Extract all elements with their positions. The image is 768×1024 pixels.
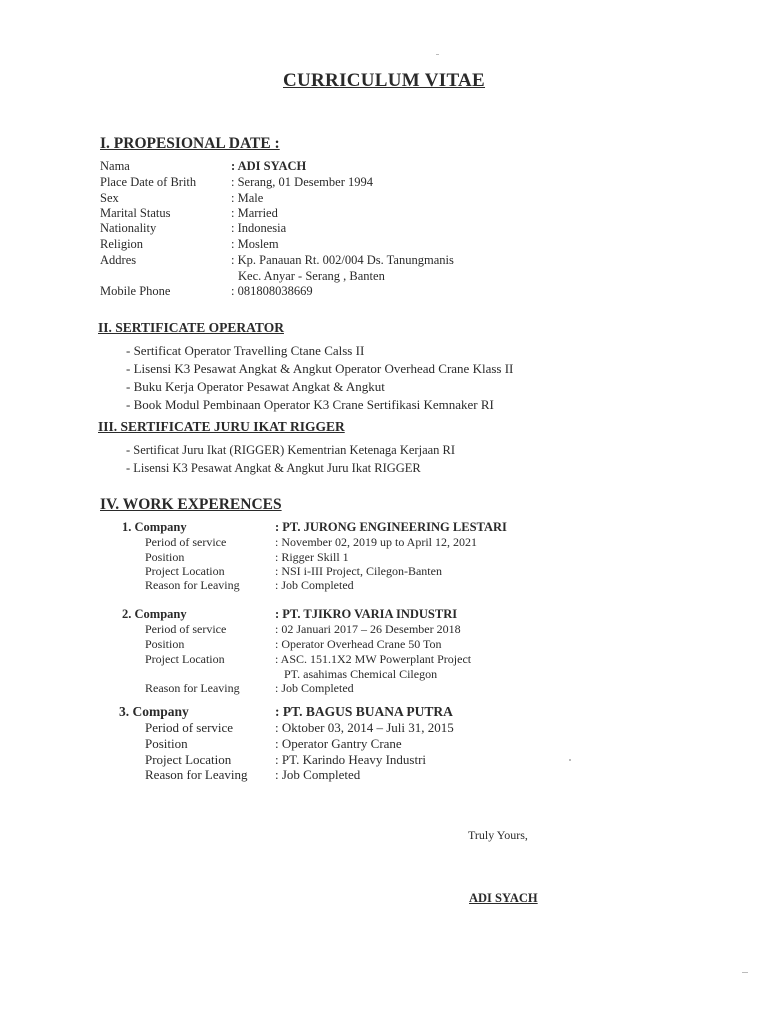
pd-label: Place Date of Brith	[100, 175, 197, 189]
pd-value: : Married	[231, 206, 278, 220]
work-value: : Operator Overhead Crane 50 Ton	[275, 637, 442, 651]
work-value: : November 02, 2019 up to April 12, 2021	[275, 535, 477, 549]
work-value: : Oktober 03, 2014 – Juli 31, 2015	[275, 720, 454, 735]
pd-label: Nationality	[100, 221, 157, 235]
work-value: : Job Completed	[275, 578, 354, 592]
work-label: Position	[145, 637, 185, 651]
pd-label: Marital Status	[100, 206, 171, 220]
work-value: : Rigger Skill 1	[275, 550, 349, 564]
work-value: : 02 Januari 2017 – 26 Desember 2018	[275, 622, 461, 636]
pd-label: Religion	[100, 237, 144, 251]
scan-speck	[569, 759, 571, 761]
work-value: : PT. Karindo Heavy Industri	[275, 752, 427, 767]
company-label: 2. Company	[122, 607, 187, 621]
work-value: : ASC. 151.1X2 MW Powerplant Project	[275, 652, 472, 666]
company-name: : PT. BAGUS BUANA PUTRA	[275, 704, 453, 719]
pd-label: Nama	[100, 159, 130, 173]
work-label: Project Location	[145, 652, 225, 666]
pd-value: : Indonesia	[231, 221, 287, 235]
section-operator-heading: II. SERTIFICATE OPERATOR	[98, 320, 284, 335]
pd-label: Sex	[100, 191, 119, 205]
closing-text: Truly Yours,	[468, 828, 528, 842]
work-label: Position	[145, 736, 188, 751]
company-name: : PT. TJIKRO VARIA INDUSTRI	[275, 607, 458, 621]
work-label: Reason for Leaving	[145, 578, 240, 592]
list-item: - Sertificat Operator Travelling Ctane Calss II	[126, 343, 365, 358]
section-work-heading: IV. WORK EXPERENCES	[100, 496, 282, 513]
section-rigger-heading: III. SERTIFICATE JURU IKAT RIGGER	[98, 419, 345, 434]
list-item: - Lisensi K3 Pesawat Angkat & Angkut Operator Overhead Crane Klass II	[126, 361, 514, 376]
list-item: - Lisensi K3 Pesawat Angkat & Angkut Juru Ikat RIGGER	[126, 461, 421, 475]
work-label: Reason for Leaving	[145, 767, 248, 782]
pd-value: : ADI SYACH	[231, 159, 307, 173]
work-label: Project Location	[145, 564, 225, 578]
company-label: 3. Company	[119, 704, 189, 719]
section-professional-data-heading: I. PROPESIONAL DATE :	[100, 135, 280, 152]
scan-speck	[742, 972, 748, 973]
pd-label: Mobile Phone	[100, 284, 171, 298]
work-value: : Operator Gantry Crane	[275, 736, 402, 751]
work-label: Reason for Leaving	[145, 681, 240, 695]
list-item: - Sertificat Juru Ikat (RIGGER) Kementrian Ketenaga Kerjaan RI	[126, 443, 456, 457]
work-value: PT. asahimas Chemical Cilegon	[284, 667, 438, 681]
document-title: CURRICULUM VITAE	[282, 70, 486, 91]
pd-value: : Moslem	[231, 237, 279, 251]
company-name: : PT. JURONG ENGINEERING LESTARI	[275, 520, 507, 534]
company-label: 1. Company	[122, 520, 187, 534]
work-label: Project Location	[145, 752, 232, 767]
signature-name: ADI SYACH	[469, 891, 538, 905]
work-value: : NSI i-III Project, Cilegon-Banten	[275, 564, 442, 578]
pd-value: : Serang, 01 Desember 1994	[231, 175, 373, 189]
work-value: : Job Completed	[275, 681, 354, 695]
work-label: Period of service	[145, 720, 234, 735]
pd-value: : Kp. Panauan Rt. 002/004 Ds. Tanungmanis	[231, 253, 454, 267]
pd-value: Kec. Anyar - Serang , Banten	[238, 269, 385, 283]
pd-value: : 081808038669	[231, 284, 313, 298]
scan-speck	[436, 54, 439, 55]
work-value: : Job Completed	[275, 767, 361, 782]
list-item: - Buku Kerja Operator Pesawat Angkat & Angkut	[126, 379, 385, 394]
pd-label: Addres	[100, 253, 137, 267]
list-item: - Book Modul Pembinaan Operator K3 Crane Sertifikasi Kemnaker RI	[126, 397, 494, 412]
work-label: Period of service	[145, 622, 227, 636]
pd-value: : Male	[231, 191, 264, 205]
work-label: Position	[145, 550, 185, 564]
work-label: Period of service	[145, 535, 227, 549]
